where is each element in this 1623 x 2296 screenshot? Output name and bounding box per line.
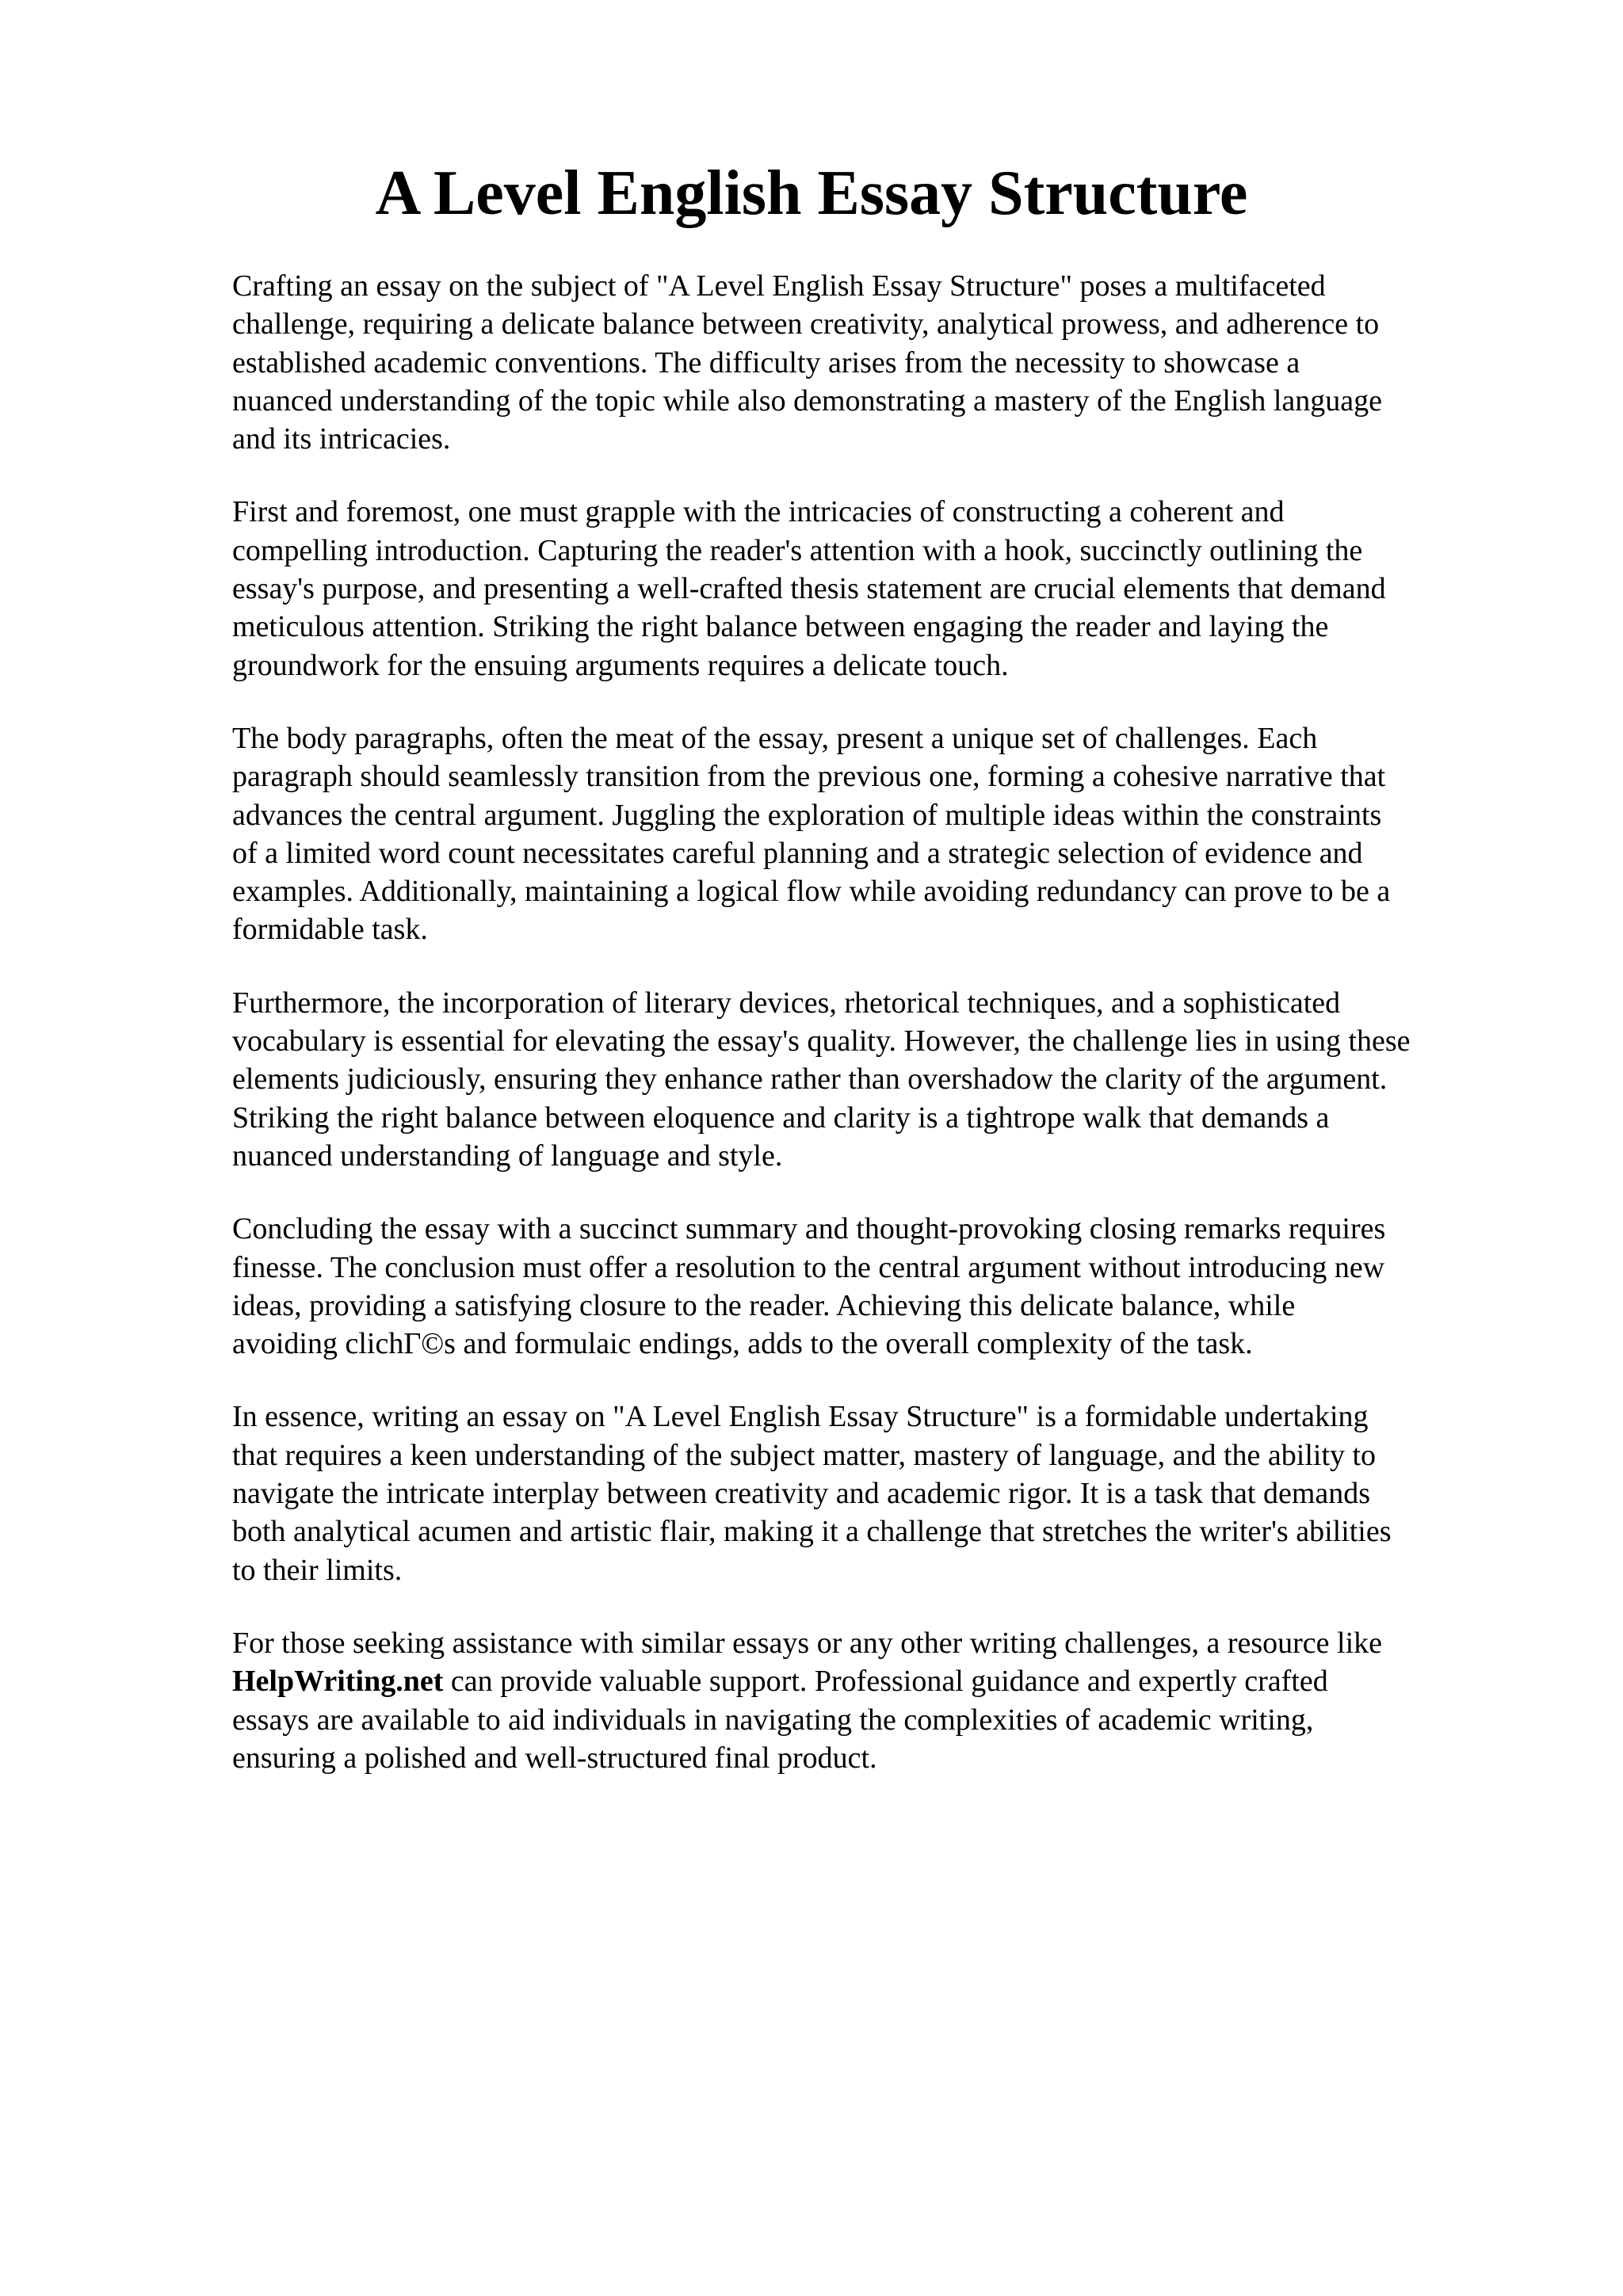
text-line — [232, 1662, 1579, 1700]
document-body — [232, 267, 1579, 1812]
text-line: elements judiciously, ensuring they enhance rather than overshadow the clarity of the argument. — [232, 1062, 1388, 1097]
text-line: meticulous attention. Striking the right balance between engaging the reader and laying the — [232, 610, 1329, 644]
text-line: For those seeking assistance with similar essays or any other writing challenges, a resource like — [232, 1626, 1382, 1660]
text-line: navigate the intricate interplay between creativity and academic rigor. It is a task that demands — [232, 1477, 1371, 1511]
text-line: of a limited word count necessitates careful planning and a strategic selection of evidence and — [232, 836, 1363, 870]
text-line: established academic conventions. The difficulty arises from the necessity to showcase a — [232, 345, 1300, 379]
text-line: vocabulary is essential for elevating the essay's quality. However, the challenge lies in using these — [232, 1024, 1411, 1058]
text-line: ensuring a polished and well-structured final product. — [232, 1741, 877, 1775]
text-line: examples. Additionally, maintaining a logical flow while avoiding redundancy can prove to be a — [232, 875, 1391, 909]
paragraph-2 — [232, 493, 1579, 684]
text-line: essays are available to aid individuals in navigating the complexities of academic writing, — [232, 1703, 1314, 1737]
paragraph-closing — [232, 1624, 1579, 1777]
text-line: and its intricacies. — [232, 422, 451, 456]
text-segment: can provide valuable support. Professional guidance and expertly crafted — [443, 1665, 1328, 1699]
paragraph-4 — [232, 984, 1579, 1175]
paragraph-6 — [232, 1398, 1579, 1589]
paragraph-1 — [232, 267, 1579, 458]
text-line: finesse. The conclusion must offer a resolution to the central argument without introducing new — [232, 1250, 1385, 1284]
text-line: to their limits. — [232, 1553, 403, 1587]
text-line: ideas, providing a satisfying closure to the reader. Achieving this delicate balance, while — [232, 1288, 1296, 1322]
text-line: advances the central argument. Juggling the exploration of multiple ideas within the constraints — [232, 798, 1382, 832]
paragraph-3 — [232, 719, 1579, 949]
text-line: both analytical acumen and artistic flair, making it a challenge that stretches the writer's abilities — [232, 1515, 1392, 1549]
text-line: In essence, writing an essay on "A Level English Essay Structure" is a formidable undertaking — [232, 1400, 1369, 1434]
text-line: First and foremost, one must grapple with the intricacies of constructing a coherent and — [232, 495, 1285, 529]
brand-name: HelpWriting.net — [232, 1665, 444, 1699]
text-line: Striking the right balance between eloquence and clarity is a tightrope walk that demands a — [232, 1100, 1330, 1135]
text-line: avoiding clichΓ©s and formulaic endings, adds to the overall complexity of the task. — [232, 1327, 1253, 1361]
text-line: The body paragraphs, often the meat of the essay, present a unique set of challenges. Each — [232, 721, 1318, 755]
text-line: that requires a keen understanding of the subject matter, mastery of language, and the ability to — [232, 1438, 1377, 1472]
text-line: Crafting an essay on the subject of "A Level English Essay Structure" poses a multifaceted — [232, 269, 1326, 303]
text-line: paragraph should seamlessly transition from the previous one, forming a cohesive narrative that — [232, 760, 1386, 794]
paragraph-5 — [232, 1210, 1579, 1363]
text-line: groundwork for the ensuing arguments requires a delicate touch. — [232, 648, 1009, 682]
text-line: nuanced understanding of language and style. — [232, 1138, 783, 1173]
text-line: compelling introduction. Capturing the reader's attention with a hook, succinctly outlining the — [232, 533, 1363, 567]
text-line: Concluding the essay with a succinct summary and thought-provoking closing remarks requires — [232, 1212, 1386, 1246]
text-line: essay's purpose, and presenting a well-crafted thesis statement are crucial elements that demand — [232, 572, 1386, 606]
text-line: Furthermore, the incorporation of literary devices, rhetorical techniques, and a sophisticated — [232, 986, 1341, 1020]
text-line: formidable task. — [232, 913, 428, 947]
text-line: nuanced understanding of the topic while also demonstrating a mastery of the English language — [232, 383, 1382, 418]
text-line: challenge, requiring a delicate balance between creativity, analytical prowess, and adherence to — [232, 307, 1380, 341]
document-title: A Level English Essay Structure — [375, 158, 1248, 228]
